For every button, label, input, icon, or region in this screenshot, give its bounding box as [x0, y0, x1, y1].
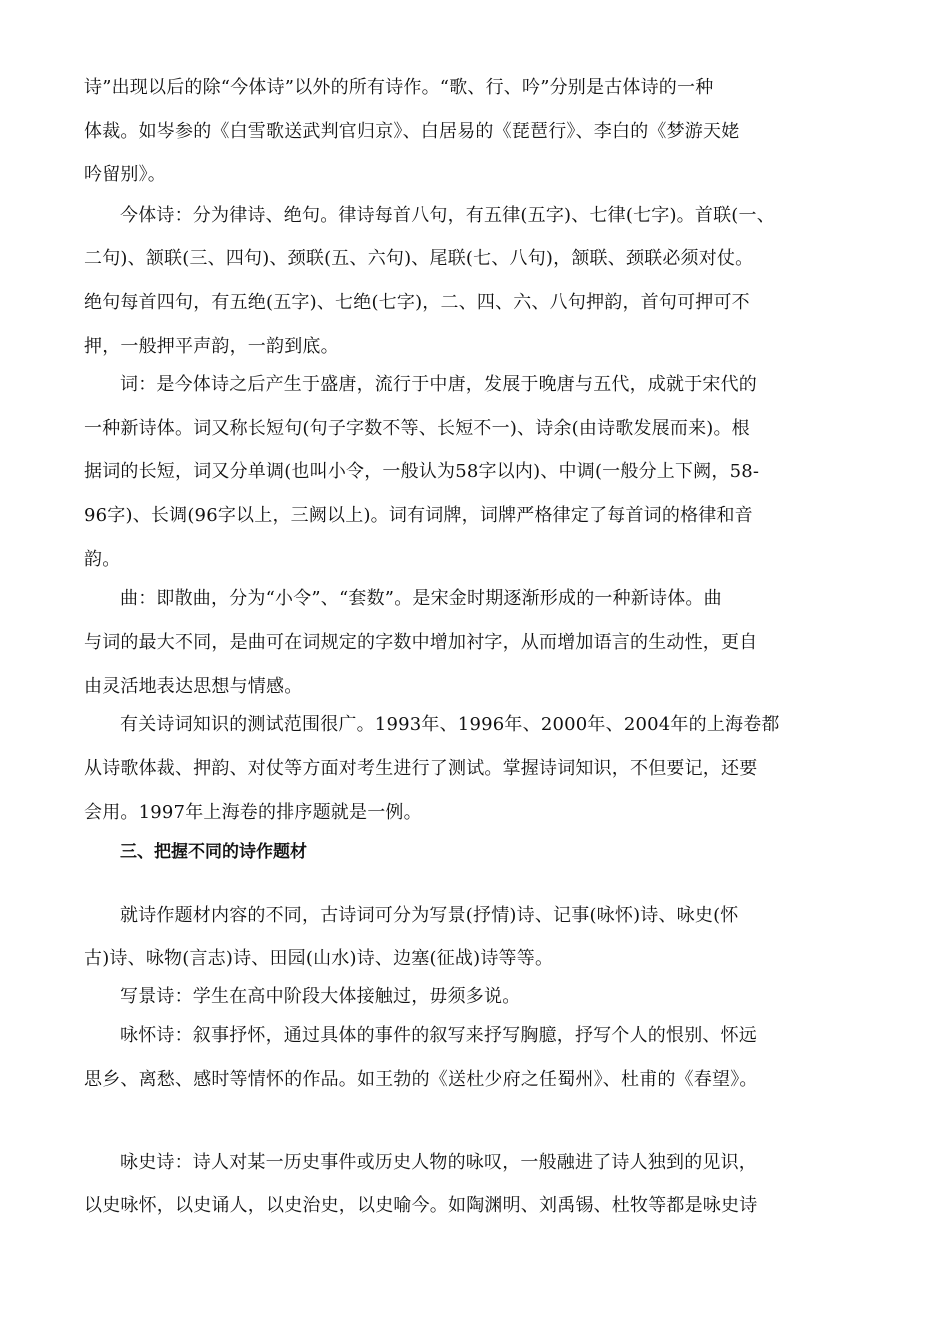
paragraph-yonghuai-line-1: 咏怀诗：叙事抒怀，通过具体的事件的叙写来抒写胸臆，抒写个人的恨别、怀远 — [120, 1025, 757, 1046]
paragraph-ci-line-5: 韵。 — [84, 549, 121, 570]
text-line-2: 体裁。如岑参的《白雪歌送武判官归京》、白居易的《琵琶行》、李白的《梦游天姥 — [84, 121, 740, 142]
paragraph-jintishi-line-2: 二句)、颔联(三、四句)、颈联(五、六句)、尾联(七、八句)，颔联、颈联必须对仗。 — [84, 248, 754, 269]
paragraph-jintishi-line-3: 绝句每首四句，有五绝(五字)、七绝(七字)，二、四、六、八句押韵，首句可押可不 — [84, 292, 750, 313]
text-line-1: 诗”出现以后的除“今体诗”以外的所有诗作。“歌、行、吟”分别是古体诗的一种 — [84, 77, 714, 98]
paragraph-scenery-poem: 写景诗：学生在高中阶段大体接触过，毋须多说。 — [120, 986, 521, 1007]
paragraph-test-line-2: 从诗歌体裁、押韵、对仗等方面对考生进行了测试。掌握诗词知识，不但要记，还要 — [84, 758, 758, 779]
paragraph-theme-line-2: 古)诗、咏物(言志)诗、田园(山水)诗、边塞(征战)诗等等。 — [84, 948, 554, 969]
section-heading: 三、把握不同的诗作题材 — [120, 842, 307, 862]
paragraph-jintishi-line-4: 押，一般押平声韵，一韵到底。 — [84, 336, 339, 357]
paragraph-yongshi-line-1: 咏史诗：诗人对某一历史事件或历史人物的咏叹，一般融进了诗人独到的见识， — [120, 1152, 757, 1173]
paragraph-test-line-3: 会用。1997年上海卷的排序题就是一例。 — [84, 802, 422, 823]
paragraph-qu-line-3: 由灵活地表达思想与情感。 — [84, 676, 303, 697]
paragraph-jintishi-line-1: 今体诗：分为律诗、绝句。律诗每首八句，有五律(五字)、七律(七字)。首联(一、 — [120, 205, 775, 226]
paragraph-ci-line-1: 词：是今体诗之后产生于盛唐，流行于中唐，发展于晚唐与五代，成就于宋代的 — [120, 374, 757, 395]
paragraph-ci-line-3: 据词的长短，词又分单调(也叫小令，一般认为58字以内)、中调(一般分上下阙，58- — [84, 461, 760, 482]
paragraph-qu-line-1: 曲：即散曲，分为“小令”、“套数”。是宋金时期逐渐形成的一种新诗体。曲 — [120, 588, 722, 609]
paragraph-qu-line-2: 与词的最大不同，是曲可在词规定的字数中增加衬字，从而增加语言的生动性，更自 — [84, 632, 758, 653]
paragraph-test-line-1: 有关诗词知识的测试范围很广。1993年、1996年、2000年、2004年的上海卷都 — [120, 714, 780, 735]
paragraph-yongshi-line-2: 以史咏怀，以史诵人，以史治史，以史喻今。如陶渊明、刘禹锡、杜牧等都是咏史诗 — [84, 1195, 758, 1216]
paragraph-ci-line-2: 一种新诗体。词又称长短句(句子字数不等、长短不一)、诗余(由诗歌发展而来)。根 — [84, 418, 750, 439]
text-line-3: 吟留别》。 — [84, 164, 166, 185]
paragraph-yonghuai-line-2: 思乡、离愁、感时等情怀的作品。如王勃的《送杜少府之任蜀州》、杜甫的《春望》。 — [84, 1069, 758, 1090]
paragraph-theme-line-1: 就诗作题材内容的不同，古诗词可分为写景(抒情)诗、记事(咏怀)诗、咏史(怀 — [120, 905, 739, 926]
paragraph-ci-line-4: 96字)、长调(96字以上，三阙以上)。词有词牌，词牌严格律定了每首词的格律和音 — [84, 505, 753, 526]
